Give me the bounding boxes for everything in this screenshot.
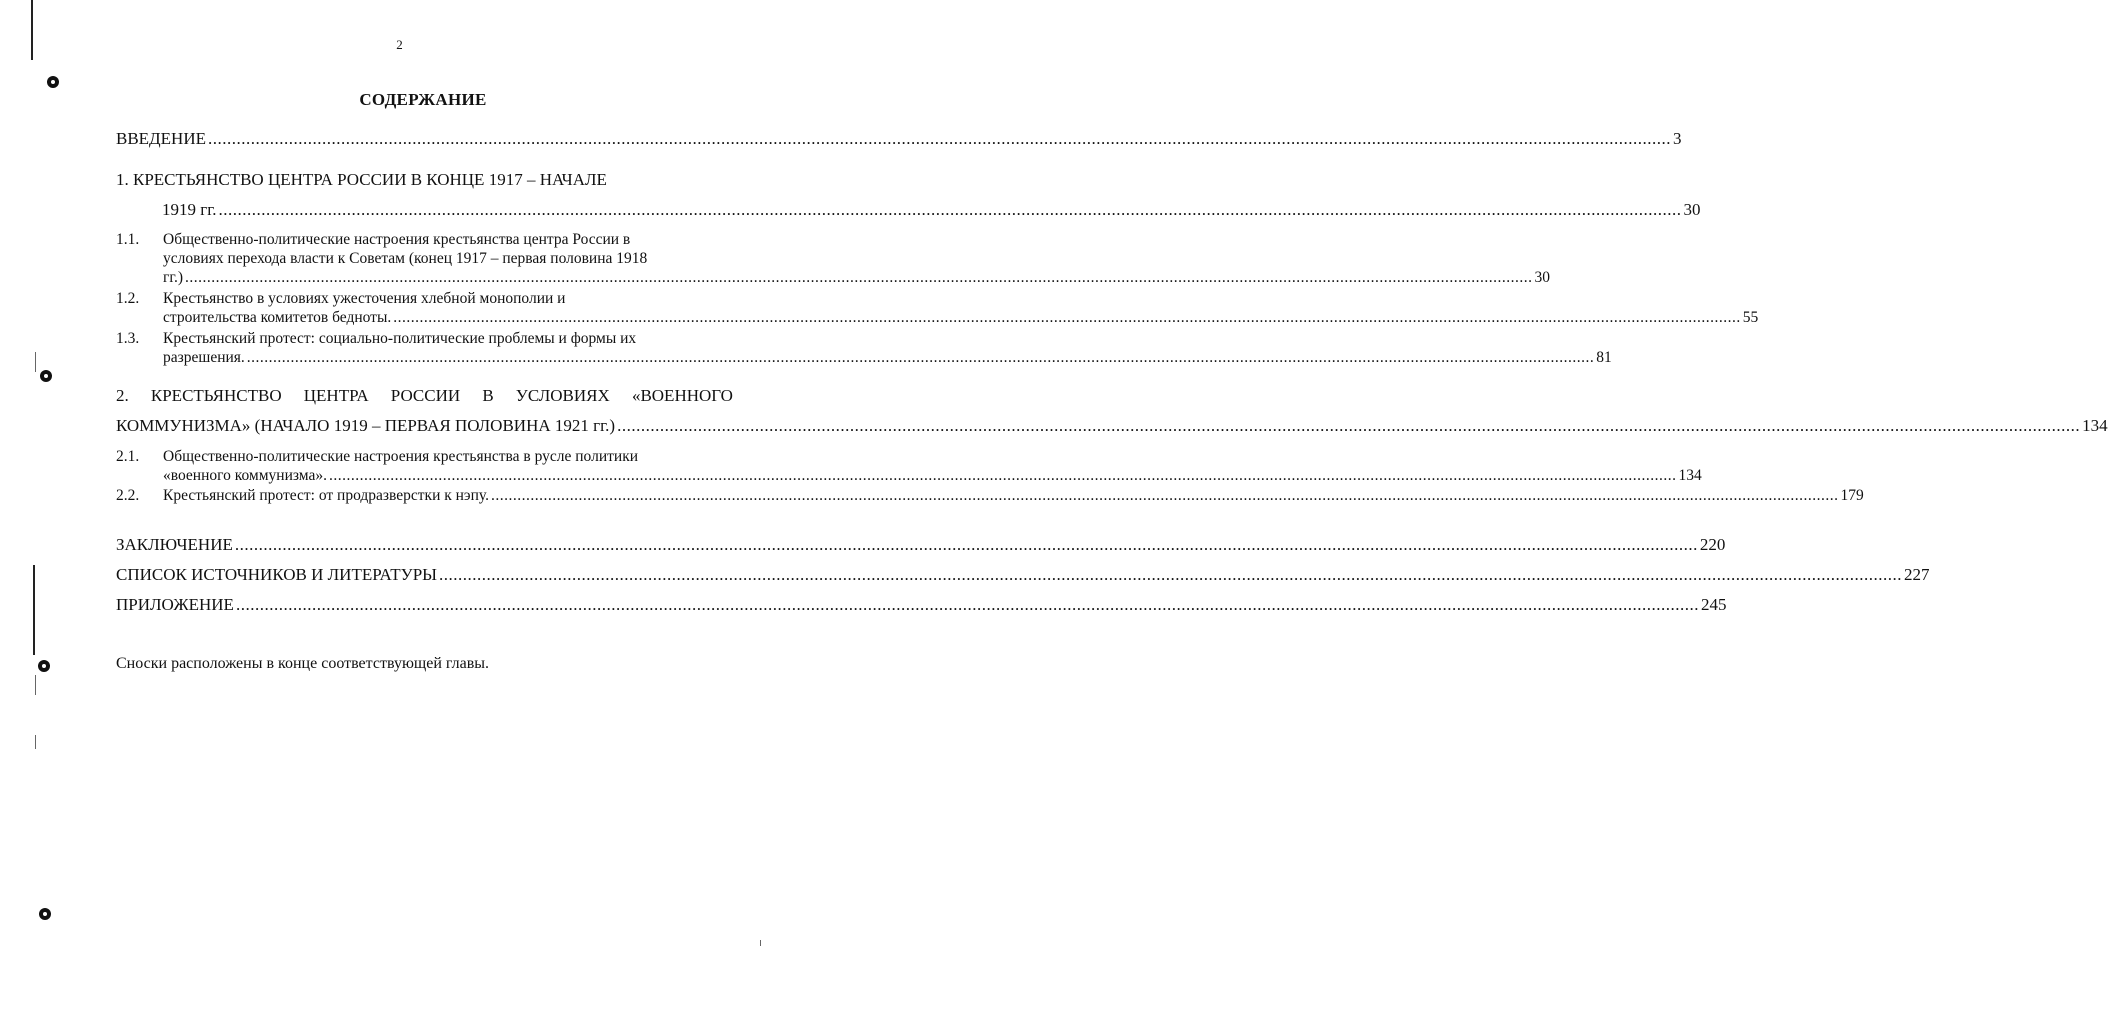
punch-hole-icon	[40, 370, 52, 382]
dot-leader	[617, 416, 2080, 436]
punch-hole-icon	[39, 908, 51, 920]
toc-entry-section-1-2[interactable]	[116, 289, 1759, 327]
toc-entry-section-2-2[interactable]	[116, 486, 1864, 505]
section-number: 2.1.	[116, 448, 140, 465]
toc-entry-chapter-2[interactable]	[116, 386, 733, 406]
toc-entry-conclusion[interactable]	[116, 535, 1726, 555]
toc-label: Крестьянский протест: социально-политические проблемы и формы их	[163, 330, 637, 347]
toc-label: условиях перехода власти к Советам (конец 1917 – первая половина 1918	[163, 250, 648, 267]
toc-label: 1. КРЕСТЬЯНСТВО ЦЕНТРА РОССИИ В КОНЦЕ 1917 – НАЧАЛЕ	[116, 170, 607, 189]
toc-word: В	[482, 386, 494, 405]
punch-hole-icon	[38, 660, 50, 672]
dot-leader	[393, 308, 1741, 327]
toc-entry-introduction[interactable]	[116, 129, 1682, 149]
dot-leader	[236, 595, 1699, 615]
punch-hole-icon	[47, 76, 59, 88]
dot-leader	[329, 466, 1677, 485]
toc-entry-section-2-1[interactable]	[116, 447, 1702, 485]
toc-label: ВВЕДЕНИЕ	[116, 129, 206, 148]
dot-leader	[185, 268, 1533, 287]
section-number: 1.3.	[116, 330, 140, 347]
toc-page: 227	[1903, 565, 1930, 584]
section-number: 1.1.	[116, 231, 140, 248]
footnote-text: Сноски расположены в конце соответствующей главы.	[116, 655, 490, 672]
section-number: 2.2.	[116, 487, 140, 504]
toc-entry-chapter-1[interactable]	[116, 170, 733, 190]
scan-fleck	[35, 352, 36, 372]
toc-page: 3	[1672, 129, 1682, 148]
scan-fleck	[35, 675, 36, 695]
toc-page: 30	[1683, 200, 1701, 219]
toc-page: 179	[1840, 487, 1864, 504]
toc-page: 134	[2082, 416, 2108, 435]
section-number: 1.2.	[116, 290, 140, 307]
toc-entry-sources[interactable]	[116, 565, 1930, 585]
dot-leader	[208, 129, 1671, 149]
toc-label: разрешения.	[163, 349, 245, 366]
toc-entry-chapter-1-cont[interactable]	[162, 200, 1701, 220]
scan-fleck	[760, 940, 761, 946]
dot-leader	[235, 535, 1698, 555]
toc-word: КРЕСТЬЯНСТВО	[150, 386, 282, 405]
toc-page: 220	[1699, 535, 1726, 554]
toc-page: 30	[1534, 269, 1551, 286]
scan-fleck	[35, 735, 36, 749]
toc-word: РОССИИ	[390, 386, 461, 405]
toc-word: 2.	[116, 386, 129, 405]
page-number: 2	[396, 37, 403, 52]
dot-leader	[219, 200, 1682, 220]
toc-word: ЦЕНТРА	[303, 386, 369, 405]
dot-leader	[439, 565, 1902, 585]
toc-word: УСЛОВИЯХ	[515, 386, 610, 405]
toc-page: 245	[1700, 595, 1727, 614]
dot-leader	[247, 348, 1595, 367]
toc-page: 81	[1596, 349, 1612, 366]
toc-label: ЗАКЛЮЧЕНИЕ	[116, 535, 233, 554]
toc-page: 134	[1678, 467, 1702, 484]
binding-edge-line	[33, 565, 35, 655]
toc-label: СПИСОК ИСТОЧНИКОВ И ЛИТЕРАТУРЫ	[116, 565, 437, 584]
toc-label: 1919 гг.	[162, 200, 217, 219]
toc-label: КОММУНИЗМА» (НАЧАЛО 1919 – ПЕРВАЯ ПОЛОВИНА 1921 гг.)	[116, 416, 616, 435]
toc-entry-appendix[interactable]	[116, 595, 1727, 615]
toc-entry-chapter-2-cont[interactable]	[116, 416, 2108, 436]
toc-word: «ВОЕННОГО	[631, 386, 733, 405]
toc-label: Общественно-политические настроения крестьянства в русле политики	[163, 448, 639, 465]
toc-entry-section-1-1[interactable]	[116, 230, 1551, 287]
toc-label: строительства комитетов бедноты.	[163, 309, 392, 326]
dot-leader	[491, 486, 1839, 505]
page-title: СОДЕРЖАНИЕ	[359, 90, 487, 109]
toc-label: Крестьянство в условиях ужесточения хлебной монополии и	[163, 290, 566, 307]
toc-label: «военного коммунизма».	[163, 467, 327, 484]
toc-label: Общественно-политические настроения крестьянства центра России в	[163, 231, 631, 248]
toc-entry-section-1-3[interactable]	[116, 329, 1612, 367]
toc-label: ПРИЛОЖЕНИЕ	[116, 595, 234, 614]
toc-label: Крестьянский протест: от продразверстки к нэпу.	[163, 487, 489, 504]
toc-page: 55	[1742, 309, 1759, 326]
toc-label	[116, 386, 733, 406]
toc-label: гг.)	[163, 269, 184, 286]
